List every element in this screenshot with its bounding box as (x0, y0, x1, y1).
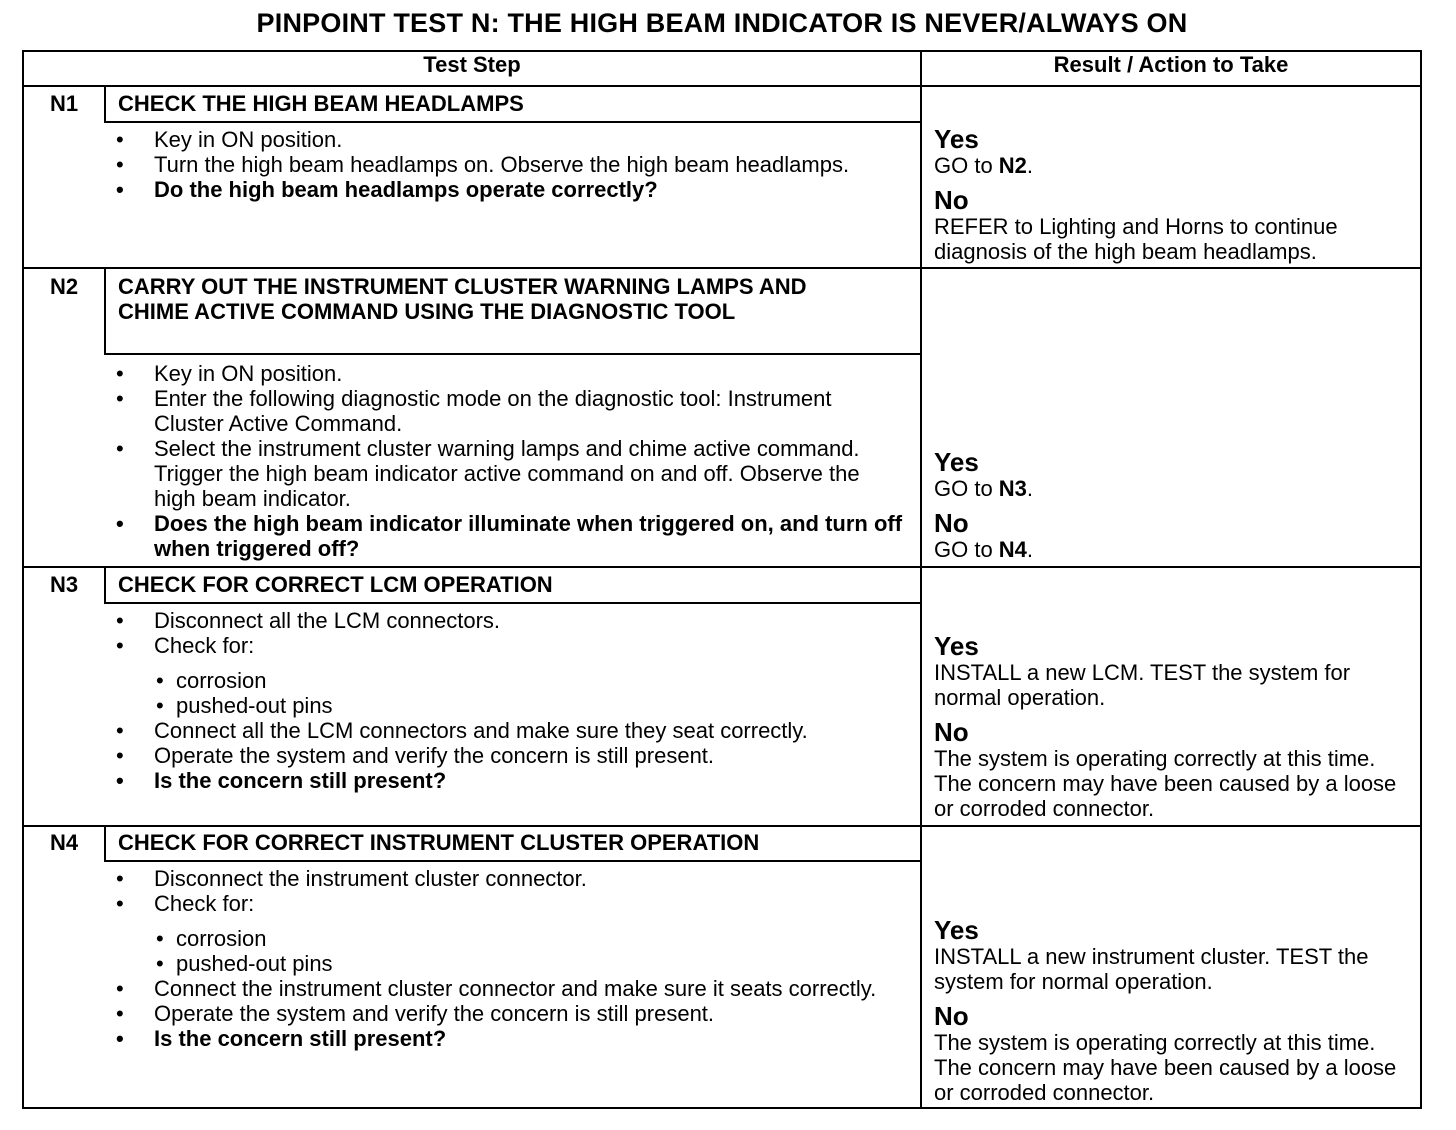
step-result (934, 632, 1414, 821)
step-instructions (114, 866, 904, 1051)
header-result-action: Result / Action to Take (1053, 52, 1289, 77)
step-result (934, 448, 1414, 562)
no-action: REFER to Lighting and Horns to continue diagnosis of the high beam headlamps. (934, 214, 1338, 264)
step-title-divider (104, 602, 921, 604)
step-id-divider (104, 826, 106, 862)
list-item: • Select the instrument cluster warning lamps and chime active command. Trigger the high beam indicator active command on and off. Observe the high beam indicator. (116, 436, 860, 511)
header-divider (22, 85, 1422, 87)
sub-list-item: • pushed-out pins (156, 693, 333, 718)
step-title-divider (104, 121, 921, 123)
list-item-question: • Do the high beam headlamps operate correctly? (116, 177, 658, 202)
no-action: GO to N4. (934, 537, 1034, 562)
step-title-divider (104, 353, 921, 355)
list-item-question: • Is the concern still present? (116, 1026, 447, 1051)
step-divider (22, 825, 1422, 827)
step-id-divider (104, 86, 106, 122)
step-title: CARRY OUT THE INSTRUMENT CLUSTER WARNING LAMPS AND CHIME ACTIVE COMMAND USING THE DIAGNOSTIC TOOL (118, 274, 807, 324)
step-id: N2 (49, 274, 79, 299)
header-test-step: Test Step (423, 52, 521, 77)
step-title-divider (104, 860, 921, 862)
list-item: • Key in ON position. (116, 127, 343, 152)
list-item: • Connect all the LCM connectors and make sure they seat correctly. (116, 718, 808, 743)
list-item: • Operate the system and verify the concern is still present. (116, 1001, 715, 1026)
yes-label: Yes (934, 915, 979, 945)
no-label: No (934, 717, 969, 747)
step-title: CHECK FOR CORRECT LCM OPERATION (118, 572, 553, 597)
no-label: No (934, 185, 969, 215)
yes-label: Yes (934, 447, 979, 477)
list-item: • Check for: • corrosion • pushed-out pins (114, 633, 834, 718)
step-instructions (114, 127, 914, 202)
yes-action: INSTALL a new LCM. TEST the system for normal operation. (934, 660, 1351, 710)
list-item: • Key in ON position. (116, 361, 343, 386)
yes-action: INSTALL a new instrument cluster. TEST the system for normal operation. (934, 944, 1369, 994)
sub-list-item: • corrosion (156, 926, 267, 951)
sub-list (154, 668, 834, 718)
step-id-divider (104, 268, 106, 354)
list-item-question: • Is the concern still present? (116, 768, 447, 793)
list-item: • Turn the high beam headlamps on. Observe the high beam headlamps. (116, 152, 850, 177)
step-instructions (114, 608, 834, 793)
no-label: No (934, 508, 969, 538)
step-result (934, 916, 1414, 1105)
list-item: • Operate the system and verify the concern is still present. (116, 743, 715, 768)
step-divider (22, 267, 1422, 269)
list-item-question: • Does the high beam indicator illuminate when triggered on, and turn off when triggered off? (116, 511, 903, 561)
list-item: • Disconnect all the LCM connectors. (116, 608, 501, 633)
yes-label: Yes (934, 631, 979, 661)
sub-list (154, 926, 904, 976)
sub-list-item: • corrosion (156, 668, 267, 693)
yes-action: GO to N2. (934, 153, 1034, 178)
list-item: • Enter the following diagnostic mode on the diagnostic tool: Instrument Cluster Active Command. (116, 386, 832, 436)
step-id-divider (104, 567, 106, 603)
step-divider (22, 566, 1422, 568)
step-result (934, 125, 1414, 264)
step-title: CHECK THE HIGH BEAM HEADLAMPS (118, 91, 524, 116)
yes-action: GO to N3. (934, 476, 1034, 501)
list-item: • Check for: • corrosion • pushed-out pins (114, 891, 904, 976)
page-title: PINPOINT TEST N: THE HIGH BEAM INDICATOR IS NEVER/ALWAYS ON (256, 8, 1188, 38)
step-id: N1 (49, 91, 79, 116)
list-item: • Connect the instrument cluster connector and make sure it seats correctly. (116, 976, 877, 1001)
step-title: CHECK FOR CORRECT INSTRUMENT CLUSTER OPERATION (118, 830, 760, 855)
yes-label: Yes (934, 124, 979, 154)
column-divider (920, 50, 922, 1109)
list-item: • Disconnect the instrument cluster connector. (116, 866, 587, 891)
no-action: The system is operating correctly at this time. The concern may have been caused by a loose or corroded connector. (934, 1030, 1397, 1105)
sub-list-item: • pushed-out pins (156, 951, 333, 976)
no-label: No (934, 1001, 969, 1031)
no-action: The system is operating correctly at this time. The concern may have been caused by a loose or corroded connector. (934, 746, 1397, 821)
step-id: N3 (49, 572, 79, 597)
step-id: N4 (49, 830, 79, 855)
step-instructions (114, 361, 904, 561)
